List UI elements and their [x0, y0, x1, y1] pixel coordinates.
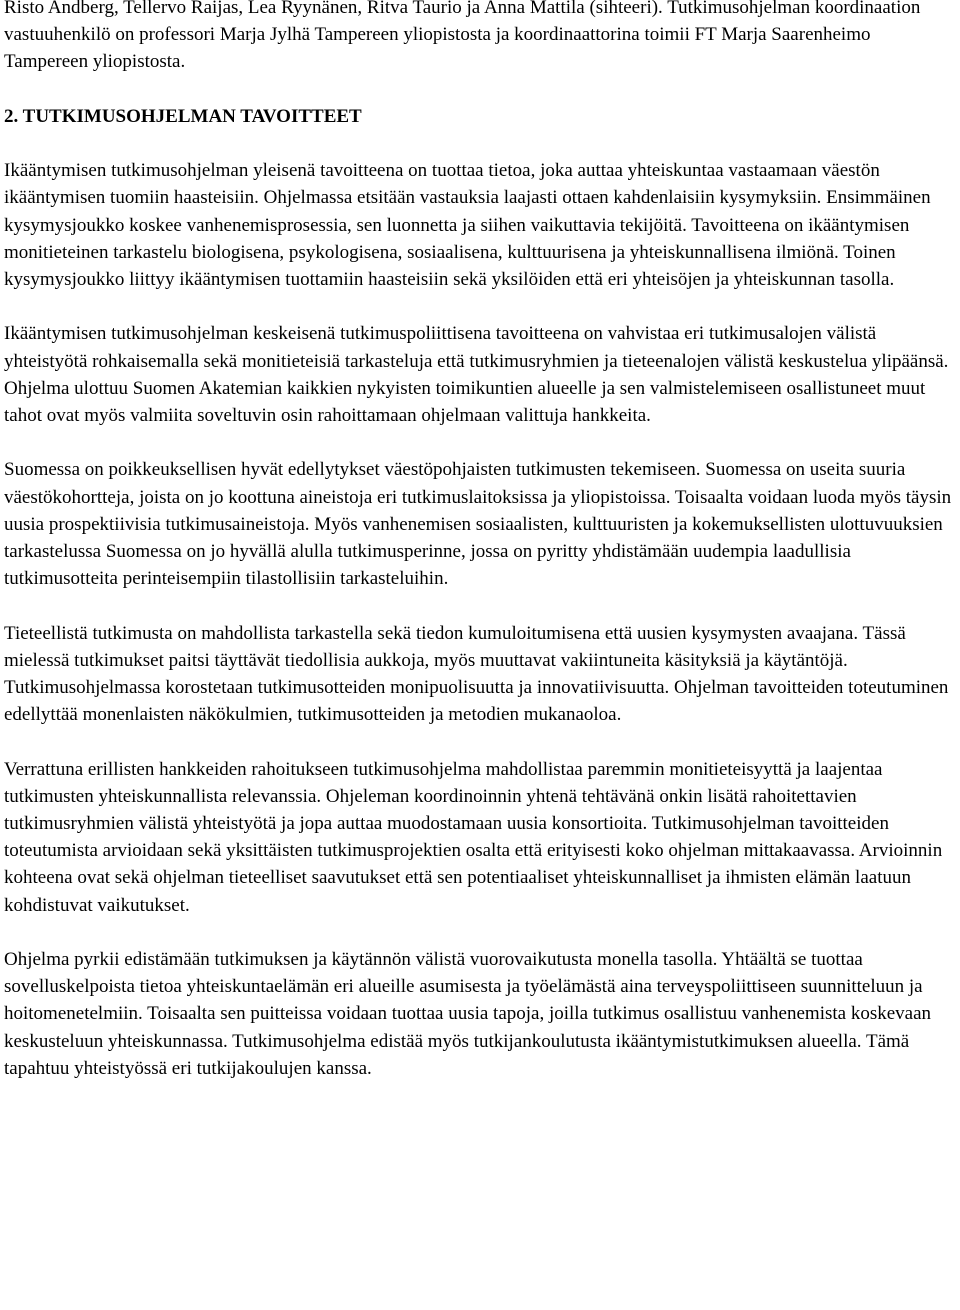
document-page — [4, 0, 956, 1109]
intro-paragraph: Risto Andberg, Tellervo Raijas, Lea Ryynänen, Ritva Taurio ja Anna Mattila (sihteeri). Tutkimusohjelman koordinaation vastuuhenkilö on professori Marja Jylhä Tampereen yliopistosta ja koordinaattorina toimii FT Marja Saarenheimo Tampereen yliopistosta. — [4, 0, 921, 73]
paragraph-research-policy: Ikääntymisen tutkimusohjelman keskeisenä tutkimuspoliittisena tavoitteena on vahvistaa eri tutkimusalojen välistä yhteistyötä rohkaisemalla sekä monitieteisiä tarkasteluja että tutkimusryhmien ja tieteenalojen välistä keskustelua ylipäänsä. Ohjelma ulottuu Suomen Akatemian kaikkien nykyisten toimikuntien alueelle ja sen valmistelemiseen osallistuneet muut tahot ovat myös valmiita soveltuvin osin rahoittamaan ohjelmaan valittuja hankkeita. — [4, 323, 949, 426]
paragraph-finland-conditions: Suomessa on poikkeuksellisen hyvät edellytykset väestöpohjaisten tutkimusten tekemiseen. Suomessa on useita suuria väestökohortteja, joista on jo koottuna aineistoja eri tutkimuslaitoksissa ja yliopistoissa. Toisaalta voidaan luoda myös täysin uusia prospektiivisia tutkimusaineistoja. Myös vanhenemisen sosiaalisten, kulttuuristen ja kokemuksellisten ulottuvuuksien tarkastelussa Suomessa on jo hyvällä alulla tutkimusperinne, jossa on pyritty yhdistämään uudempia laadullisia tutkimusotteita perinteisempiin tilastollisiin tarkasteluihin. — [4, 459, 952, 590]
paragraph-program-benefits: Verrattuna erillisten hankkeiden rahoitukseen tutkimusohjelma mahdollistaa paremmin monitieteisyyttä ja laajentaa tutkimusten yhteiskunnallista relevanssia. Ohjeleman koordinoinnin yhtenä tehtävänä onkin lisätä rahoitettavien tutkimusryhmien välistä yhteistyötä ja jopa auttaa muodostamaan uusia konsortioita. Tutkimusohjelman tavoitteiden toteutumista arvioidaan sekä yksittäisten tutkimusprojektien osalta että erityisesti koko ohjelman mittakaavassa. Arvioinnin kohteena ovat sekä ohjelman tieteelliset saavutukset että sen potentiaaliset yhteiskunnalliset ja ihmisten elämän laatuun kohdistuvat vaikutukset. — [4, 758, 943, 916]
paragraph-scientific-research: Tieteellistä tutkimusta on mahdollista tarkastella sekä tiedon kumuloitumisena että uusien kysymysten avaajana. Tässä mielessä tutkimukset paitsi täyttävät tiedollisia aukkoja, myös muuttavat vakiintuneita käsityksiä ja käytäntöjä. Tutkimusohjelmassa korostetaan tutkimusotteiden monipuolisuutta ja innovatiivisuutta. Ohjelman tavoitteiden toteutuminen edellyttää monenlaisten näkökulmien, tutkimusotteiden ja metodien mukanaoloa. — [4, 622, 949, 726]
section-heading: 2. TUTKIMUSOHJELMAN TAVOITTEET — [4, 105, 362, 127]
paragraph-interaction: Ohjelma pyrkii edistämään tutkimuksen ja käytännön välistä vuorovaikutusta monella tasolla. Yhtäältä se tuottaa sovelluskelpoista tietoa yhteiskuntaelämän eri alueille asumisesta ja työelämästä aina terveyspoliittiseen suunnitteluun ja hoitomenetelmiin. Toisaalta sen puitteissa voidaan tuottaa uusia tapoja, joilla tutkimus osallistuu vanhenemista koskevaan keskusteluun yhteiskunnassa. Tutkimusohjelma edistää myös tutkijankoulutusta ikääntymistutkimuksen alueella. Tämä tapahtuu yhteistyössä eri tutkijakoulujen kanssa. — [4, 949, 932, 1079]
paragraph-goals: Ikääntymisen tutkimusohjelman yleisenä tavoitteena on tuottaa tietoa, joka auttaa yhteiskuntaa vastaamaan väestön ikääntymisen tuomiin haasteisiin. Ohjelmassa etsitään vastauksia laajasti ottaen kahdenlaisiin kysymyksiin. Ensimmäinen kysymysjoukko koskee vanhenemisprosessia, sen luonnetta ja siihen vaikuttavia tekijöitä. Tavoitteena on ikääntymisen monitieteinen tarkastelu biologisena, psykologisena, sosiaalisena, kulttuurisena ja yhteiskunnallisena ilmiönä. Toinen kysymysjoukko liittyy ikääntymisen tuottamiin haasteisiin sekä yksilöiden että eri yhteisöjen ja yhteiskunnan tasolla. — [4, 160, 931, 290]
